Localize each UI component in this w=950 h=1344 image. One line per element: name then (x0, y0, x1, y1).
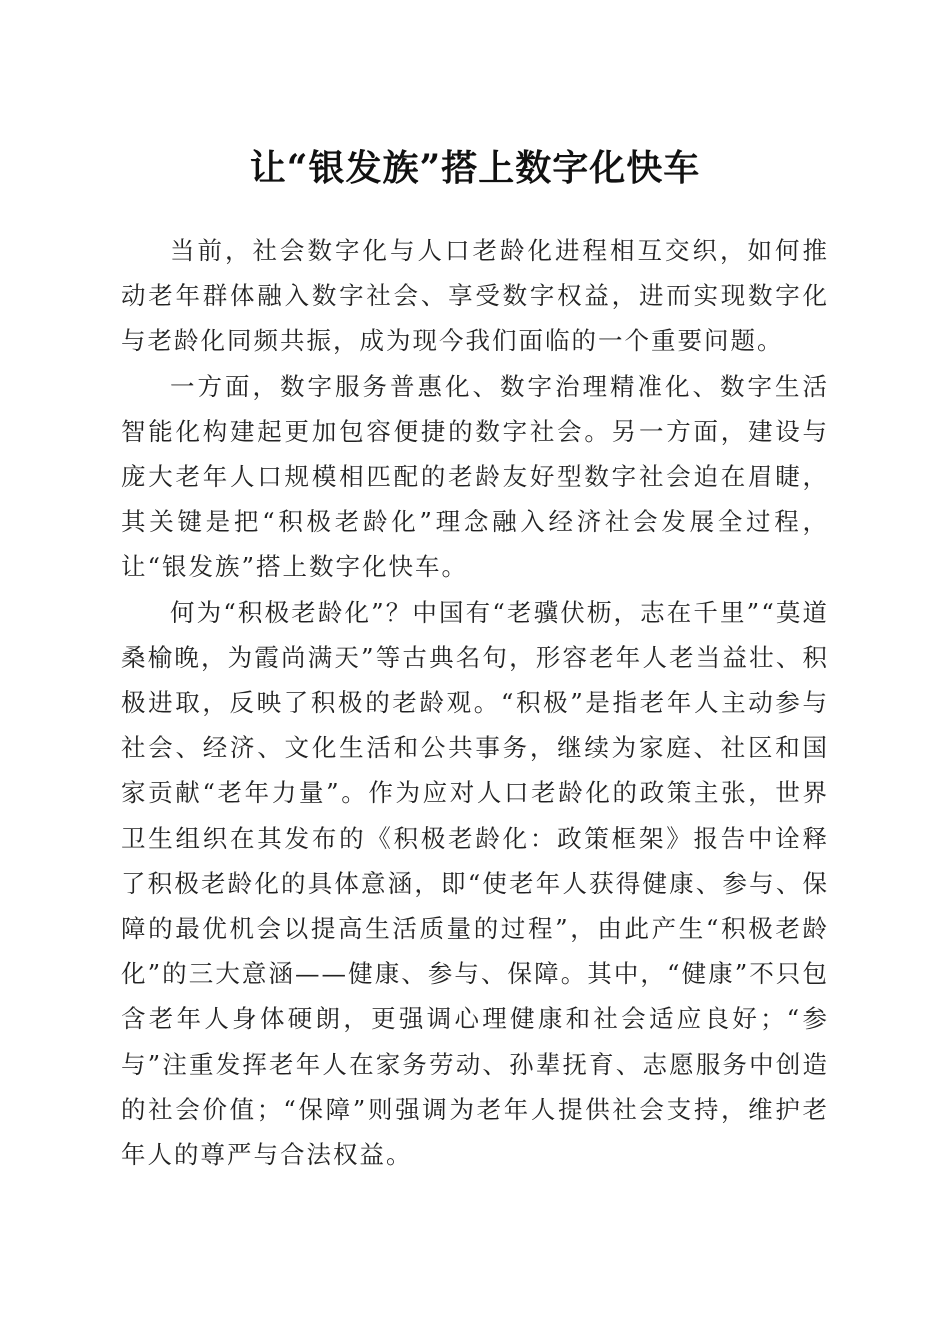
document-body (121, 228, 829, 1177)
paragraph-2: 一方面，数字服务普惠化、数字治理精准化、数字生活智能化构建起更加包容便捷的数字社会。另一方面，建设与庞大老年人口规模相匹配的老龄友好型数字社会迫在眉睫，其关键是把“积极老龄化”理念融入经济社会发展全过程，让“银发族”搭上数字化快车。 (121, 371, 829, 582)
paragraph-3: 何为“积极老龄化”？中国有“老骥伏枥，志在千里”“莫道桑榆晚，为霞尚满天”等古典名句，形容老年人老当益壮、积极进取，反映了积极的老龄观。“积极”是指老年人主动参与社会、经济、文化生活和公共事务，继续为家庭、社区和国家贡献“老年力量”。作为应对人口老龄化的政策主张，世界卫生组织在其发布的《积极老龄化：政策框架》报告中诠释了积极老龄化的具体意涵，即“使老年人获得健康、参与、保障的最优机会以提高生活质量的过程”，由此产生“积极老龄化”的三大意涵——健康、参与、保障。其中，“健康”不只包含老年人身体硬朗，更强调心理健康和社会适应良好；“参与”注重发挥老年人在家务劳动、孙辈抚育、志愿服务中创造的社会价值；“保障”则强调为老年人提供社会支持，维护老年人的尊严与合法权益。 (121, 597, 829, 1170)
paragraph-1: 当前，社会数字化与人口老龄化进程相互交织，如何推动老年群体融入数字社会、享受数字权益，进而实现数字化与老龄化同频共振，成为现今我们面临的一个重要问题。 (121, 236, 829, 356)
document-title: 让“银发族”搭上数字化快车 (249, 147, 701, 189)
